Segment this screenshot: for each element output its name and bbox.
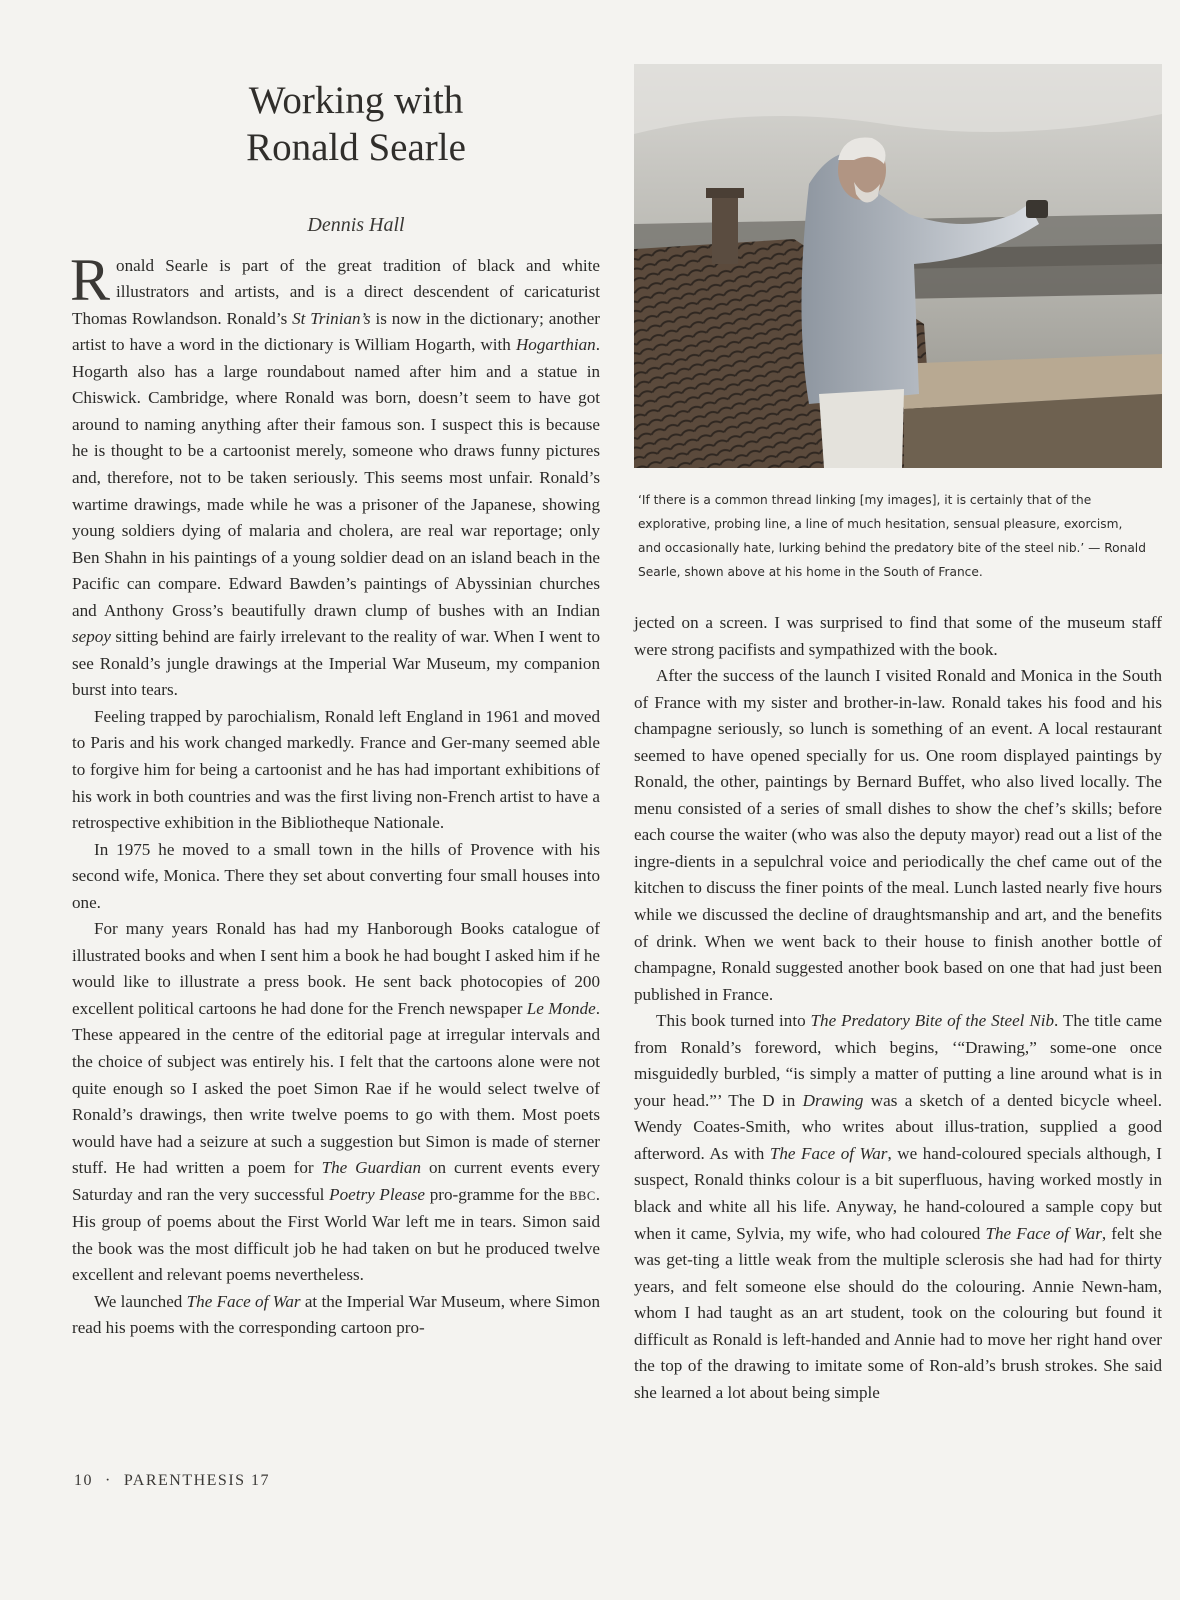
- page-footer: [74, 1472, 270, 1490]
- right-body: [634, 610, 1162, 1406]
- paragraph-7: After the success of the launch I visited Ronald and Monica in the South of France with my sister and brother-in-law. Ronald takes his food and his champagne seriously, so lunch is something of an event. A local restaurant seemed to have opened specially for us. One room displayed paintings by Ronald, the other, paintings by Bernard Buffet, who also lived locally. The menu consisted of a series of small dishes to show the chef’s skills; before each course the waiter (who was also the deputy mayor) read out a list of the ingre-dients in a sepulchral voice and periodically the chef came out of the kitchen to discuss the finer points of the meal. Lunch lasted nearly five hours while we discussed the decline of draughtsmanship and art, and the benefits of drink. When we went back to their house to finish another bottle of champagne, Ronald suggested another book based on one that had just been published in France.: [634, 666, 1162, 1004]
- right-column: [634, 64, 1162, 1406]
- paragraph-3: In 1975 he moved to a small town in the hills of Provence with his second wife, Monica. There they set about converting four small houses into one.: [72, 839, 600, 912]
- title-line-2: Ronald Searle: [246, 125, 466, 169]
- author-byline: Dennis Hall: [307, 213, 405, 236]
- article-title: [112, 78, 600, 172]
- photo-illustration: [634, 64, 1162, 468]
- paragraph-1: Ronald Searle is part of the great tradition of black and white illustrators and artists, and is a direct descendent of caricaturist Thomas Rowlandson. Ronald’s St Trinian’s is now in the dictionary; another artist to have a word in the dictionary is William Hogarth, with Hogarthian. Hogarth also has a large roundabout named after him and a statue in Chiswick. Cambridge, where Ronald was born, doesn’t seem to have got around to naming anything after their famous son. I suspect this is because he is thought to be a cartoonist merely, someone who draws funny pictures and, therefore, not to be taken seriously. This seems most unfair. Ronald’s wartime drawings, made while he was a prisoner of the Japanese, showing young soldiers dying of malaria and cholera, are real war reportage; only Ben Shahn in his paintings of a young soldier dead on an island beach in the Pacific can compare. Edward Bawden’s paintings of Abyssinian churches and Anthony Gross’s beautifully drawn clump of bushes with an Indian sepoy sitting behind are fairly irrelevant to the reality of war. When I went to see Ronald’s jungle drawings at the Imperial War Museum, my companion burst into tears.: [70, 246, 600, 700]
- paragraph-2: Feeling trapped by parochialism, Ronald left England in 1961 and moved to Paris and his work changed markedly. France and Ger-many seemed able to forgive him for being a cartoonist and he has had important exhibitions of his work in both countries and was the first living non-French artist to have a retrospective exhibition in the Bibliotheque Nationale.: [72, 706, 600, 833]
- photo-caption: ‘If there is a common thread linking [my images], it is certainly that of the explorative, probing line, a line of much hesitation, sensual pleasure, exorcism, and occasionally hate, lurking behind the predatory bite of the steel nib.’ — Ronald Searle, shown above at his home in the South of France.: [638, 493, 1146, 579]
- publication-name: PARENTHESIS 17: [123, 1472, 271, 1489]
- camera: [1026, 200, 1048, 218]
- paragraph-4: For many years Ronald has had my Hanborough Books catalogue of illustrated books and when I sent him a book he had bought I asked him if he would like to illustrate a press book. He sent back photocopies of 200 excellent political cartoons he had done for the French newspaper Le Monde. These appeared in the centre of the editorial page at irregular intervals and the choice of subject was entirely his. I felt that the cartoons alone were not quite enough so I asked the poet Simon Rae if he would select twelve of Ronald’s drawings, then write twelve poems to go with them. Most poets would have had a seizure at such a suggestion but Simon is made of sterner stuff. He had written a poem for The Guardian on current events every Saturday and ran the very successful Poetry Please pro-gramme for the BBC. His group of poems about the First World War left me in tears. Simon said the book was the most difficult job he had taken on but he produced twelve excellent and relevant poems nevertheless.: [72, 919, 600, 1285]
- drop-cap: R: [70, 246, 111, 313]
- paragraph-6: jected on a screen. I was surprised to find that some of the museum staff were strong pacifists and sympathized with the book.: [634, 613, 1162, 659]
- figure-trousers: [819, 389, 904, 468]
- page-number: 10: [74, 1472, 93, 1489]
- photo-ronald-searle: [634, 64, 1162, 468]
- footer-separator: ·: [105, 1472, 112, 1489]
- left-body: [70, 246, 600, 1342]
- chimney: [712, 194, 738, 264]
- left-column: [72, 78, 600, 1342]
- title-line-1: Working with: [248, 79, 464, 122]
- paragraph-5: We launched The Face of War at the Imperial War Museum, where Simon read his poems with the corresponding cartoon pro-: [72, 1291, 600, 1338]
- paragraph-8: This book turned into The Predatory Bite of the Steel Nib. The title came from Ronald’s foreword, which begins, ‘“Drawing,” some-one once misguidedly burbled, “is simply a matter of putting a line around what is in your head.”’ The D in Drawing was a sketch of a dented bicycle wheel. Wendy Coates-Smith, who writes about illus-tration, supplied a good afterword. As with The Face of War, we hand-coloured specials although, I suspect, Ronald thinks colour is a bit superfluous, having worked mostly in black and white all his life. Anyway, he hand-coloured a sample copy but when it came, Sylvia, my wife, who had coloured The Face of War, felt she was get-ting a little weak from the multiple sclerosis she had had for thirty years, and felt someone else should do the colouring. Annie Newn-ham, whom I had taught as an art student, took on the colouring but found it difficult as Ronald is left-handed and Annie had to move her right hand over the top of the drawing to imitate some of Ron-ald’s brush strokes. She said she learned a lot about being simple: [634, 1011, 1163, 1402]
